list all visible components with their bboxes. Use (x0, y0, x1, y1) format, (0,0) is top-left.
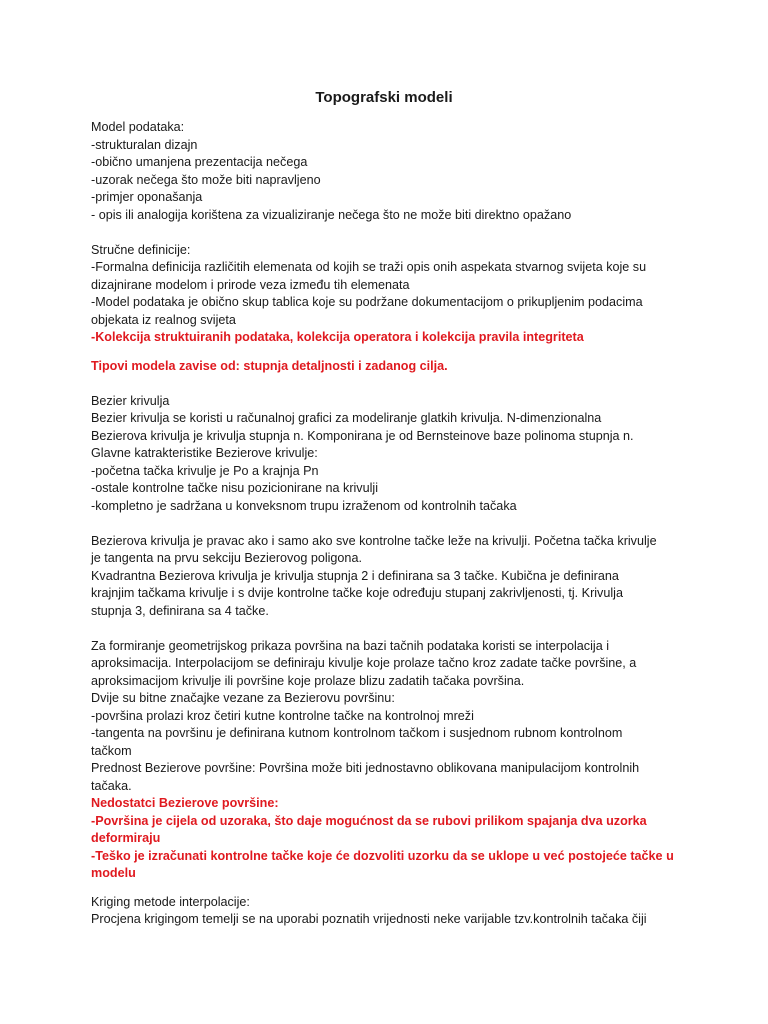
paragraph-gap (91, 620, 691, 638)
text-line: objekata iz realnog svijeta (91, 312, 236, 327)
disadvantage-line: -Površina je cijela od uzoraka, što daje mogućnost da se rubovi prilikom spajanja dva uzorka (91, 813, 647, 828)
disadvantage-line: deformiraju (91, 831, 161, 845)
text-line: Procjena krigingom temelji se na uporabi poznatih vrijednosti neke varijable tzv.kontrolnih tačaka čiji (91, 912, 647, 926)
disadvantage-line: -Teško je izračunati kontrolne tačke koje će dozvoliti uzorku da se uklope u već postojeće tačke u (91, 848, 674, 863)
text-line: Bezierova krivulja je pravac ako i samo ako sve kontrolne tačke leže na krivulji. Početna tačka krivulje (91, 533, 657, 548)
text-line: Bezierova krivulja je krivulja stupnja n. Komponirana je od Bernsteinove baze polinoma stupnja n. (91, 428, 634, 443)
list-item: -primjer oponašanja (91, 190, 203, 204)
section-heading-kriging: Kriging metode interpolacije: (91, 894, 250, 909)
text-line: tačkom (91, 743, 132, 758)
types-line: Tipovi modela zavise od: stupnja detaljnosti i zadanog cilja. (91, 358, 448, 373)
list-item: -uzorak nečega što može biti napravljeno (91, 172, 321, 187)
text-line: Za formiranje geometrijskog prikaza površina na bazi tačnih podataka koristi se interpolacija i (91, 638, 609, 653)
section-heading-model: Model podataka: (91, 120, 185, 134)
text-line: Bezier krivulja se koristi u računalnoj grafici za modeliranje glatkih krivulja. N-dimenzionalna (91, 411, 602, 425)
section-heading-definitions: Stručne definicije: (91, 242, 191, 257)
text-line: Prednost Bezierove površine: Površina može biti jednostavno oblikovana manipulacijom kontrolnih (91, 761, 640, 775)
text-line: -Formalna definicija različitih elemenata od kojih se traži opis onih aspekata stvarnog svijeta koje su (91, 260, 647, 274)
text-line: tačaka. (91, 778, 132, 793)
list-item: -tangenta na površinu je definirana kutnom kontrolnom tačkom i susjednom rubnom kontrolnom (91, 726, 623, 740)
list-item: -početna tačka krivulje je Po a krajnja Pn (91, 463, 319, 478)
text-line: Dvije su bitne značajke vezane za Bezierovu površinu: (91, 691, 395, 705)
text-line: aproksimacija. Interpolacijom se definiraju kivulje koje prolaze tačno kroz zadate tačke površine, a (91, 656, 637, 670)
list-item: -površina prolazi kroz četiri kutne kontrolne tačke na kontrolnoj mreži (91, 708, 474, 723)
page-title: Topografski modeli (315, 89, 453, 106)
text-line: stupnja 3, definirana sa 4 tačke. (91, 603, 269, 618)
paragraph-gap (91, 224, 691, 242)
document-body (91, 119, 691, 929)
text-line: dizajnirane modelom i prirode veza između tih elemenata (91, 277, 410, 292)
list-item: -kompletno je sadržana u konveksnom trupu izraženom od kontrolnih tačaka (91, 498, 517, 513)
text-line: aproksimacijom krivulje ili površine koje prolaze blizu zadatih tačaka površina. (91, 673, 525, 688)
disadvantage-line: modelu (91, 866, 136, 880)
paragraph-gap (91, 347, 691, 358)
section-heading-bezier: Bezier krivulja (91, 393, 170, 408)
paragraph-gap (91, 883, 691, 894)
list-item: -ostale kontrolne tačke nisu pozicionirane na krivulji (91, 481, 379, 495)
text-line: krajnjim tačkama krivulje i s dvije kontrolne tačke koje određuju stupanj zakrivljenosti, tj. Krivulja (91, 586, 623, 600)
text-line: je tangenta na prvu sekciju Bezierovog poligona. (91, 551, 362, 565)
text-line: Kvadrantna Bezierova krivulja je krivulja stupnja 2 i definirana sa 3 tačke. Kubična je definirana (91, 568, 619, 583)
paragraph-gap (91, 515, 691, 533)
text-line: -Model podataka je obično skup tablica koje su podržane dokumentacijom o prikupljenim podacima (91, 295, 643, 309)
list-item: -obično umanjena prezentacija nečega (91, 155, 308, 169)
list-item: -strukturalan dizajn (91, 137, 198, 152)
paragraph-gap (91, 375, 691, 393)
text-line: Glavne katrakteristike Bezierove krivulje: (91, 446, 318, 460)
highlight-line: -Kolekcija struktuiranih podataka, kolekcija operatora i kolekcija pravila integriteta (91, 330, 584, 344)
disadvantages-heading: Nedostatci Bezierove površine: (91, 796, 279, 810)
list-item: - opis ili analogija korištena za vizualiziranje nečega što ne može biti direktno opažano (91, 207, 572, 222)
